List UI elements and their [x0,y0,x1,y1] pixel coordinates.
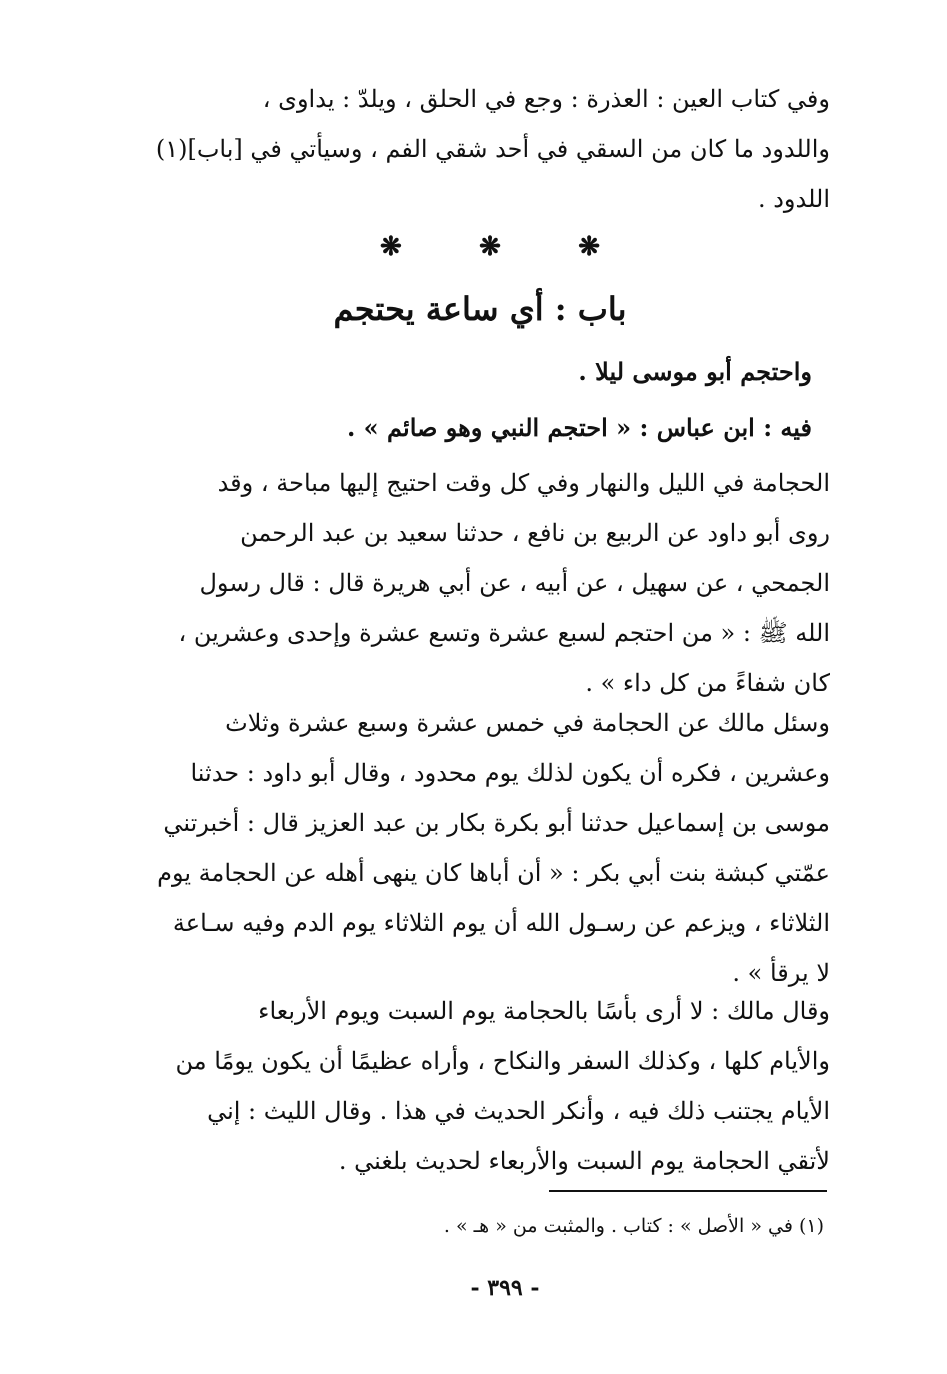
asterism-icon: ❋ [479,232,501,262]
paragraph-line: الله ﷺ : « من احتجم لسبع عشرة وتسع عشرة وإحدى وعشرين ، [178,619,830,647]
paragraph-line: موسى بن إسماعيل حدثنا أبو بكرة بكار بن عبد العزيز قال : أخبرتني [163,809,830,837]
chapter-title: باب : أي ساعة يحتجم [333,290,627,328]
intro-line: واللدود ما كان من السقي في أحد شقي الفم ، وسيأتي في [باب](١) [155,135,830,163]
paragraph-line: وعشرين ، فكره أن يكون لذلك يوم محدود ، وقال أبو داود : حدثنا [190,759,830,787]
paragraph-line: الثلاثاء ، ويزعم عن رسـول الله أن يوم الثلاثاء يوم الدم وفيه سـاعة [172,909,830,937]
paragraph-line: كان شفاءً من كل داء » . [585,669,830,697]
footnote: (١) في « الأصل » : كتاب . والمثبت من « هـ » . [443,1215,824,1237]
section-separator [380,232,600,262]
paragraph-line: والأيام كلها ، وكذلك السفر والنكاح ، وأراه عظيمًا أن يكون يومًا من [175,1047,830,1075]
paragraph-line: الأيام يجتنب ذلك فيه ، وأنكر الحديث في هذا . وقال الليث : إني [207,1097,830,1125]
intro-line: اللدود . [757,185,830,213]
asterism-icon: ❋ [578,232,600,262]
body-paragraph [128,458,830,708]
asterism-icon: ❋ [380,232,402,262]
paragraph-line: عمّتي كبشة بنت أبي بكر : « أن أباها كان ينهى أهله عن الحجامة يوم [157,859,830,887]
paragraph-line: روى أبو داود عن الربيع بن نافع ، حدثنا سعيد بن عبد الرحمن [240,519,830,547]
body-paragraph [128,698,830,998]
paragraph-line: وسئل مالك عن الحجامة في خمس عشرة وسبع عشرة وثلاث [225,709,830,737]
paragraph-line: لا يرقأ » . [732,959,830,987]
paragraph-line: الحجامة في الليل والنهار وفي كل وقت احتيج إليها مباحة ، وقد [217,469,830,497]
intro-line: وفي كتاب العين : العذرة : وجع في الحلق ، ويلدّ : يداوى ، [262,85,830,113]
intro-paragraph [128,74,830,224]
page-number: - ٣٩٩ - [470,1275,540,1301]
paragraph-line: لأتقي الحجامة يوم السبت والأربعاء لحديث بلغني . [338,1147,830,1175]
paragraph-line: وقال مالك : لا أرى بأسًا بالحجامة يوم السبت ويوم الأربعاء [258,997,830,1025]
body-paragraph [128,986,830,1186]
paragraph-line: الجمحي ، عن سهيل ، عن أبيه ، عن أبي هريرة قال : قال رسول [199,569,830,597]
footnote-divider [549,1190,827,1192]
chapter-hadith-line: فيه : ابن عباس : « احتجم النبي وهو صائم » . [346,413,812,442]
chapter-subheading: واحتجم أبو موسى ليلا . [578,357,812,386]
